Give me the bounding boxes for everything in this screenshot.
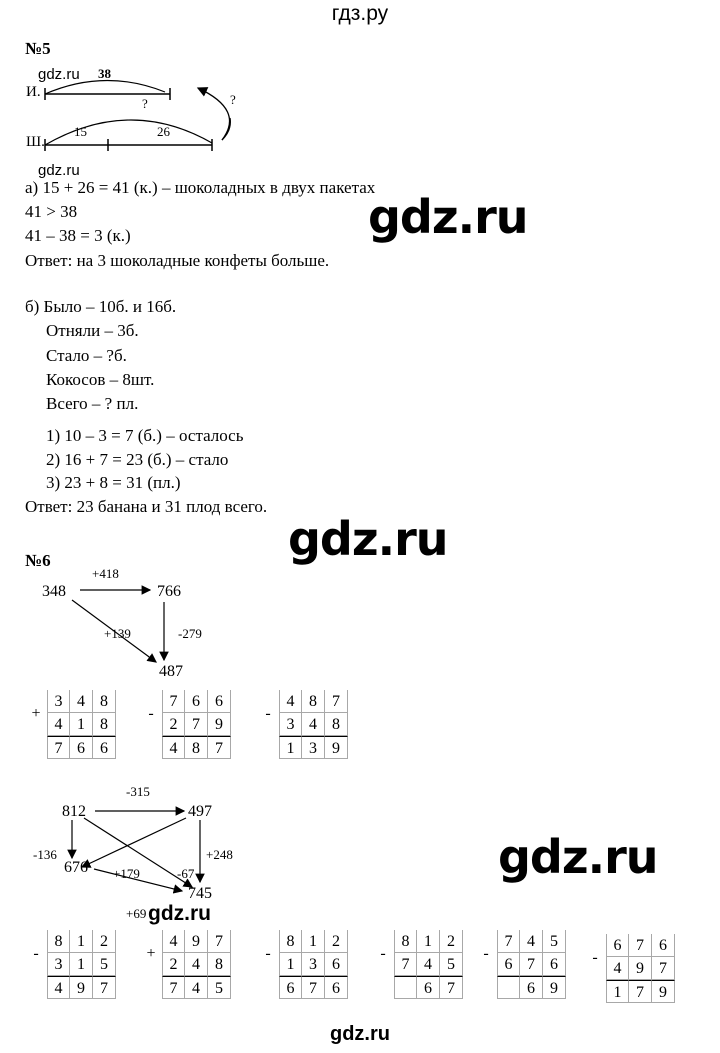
digit-cell: 5 — [543, 930, 566, 953]
digit-cell: 8 — [47, 930, 70, 953]
digit-cell: 4 — [185, 953, 208, 976]
node-number: 497 — [188, 803, 212, 820]
watermark: gdz.ru — [368, 190, 528, 244]
digit-cell: 4 — [417, 953, 440, 976]
operation-sign: - — [265, 705, 271, 722]
digit-cell: 6 — [93, 736, 116, 759]
digit-cell: 7 — [652, 957, 675, 980]
digit-cell: 9 — [543, 976, 566, 999]
digit-cell: 8 — [279, 930, 302, 953]
answer-line: Ответ: 23 банана и 31 плод всего. — [25, 497, 268, 516]
digit-cell: 7 — [162, 976, 185, 999]
column-arithmetic — [380, 930, 463, 999]
column-arithmetic — [592, 934, 675, 1003]
operation-sign: - — [33, 945, 39, 962]
digit-cell: 4 — [185, 976, 208, 999]
digit-cell: 2 — [325, 930, 348, 953]
solution-line: 2) 16 + 7 = 23 (б.) – стало — [46, 450, 229, 469]
digit-cell: 7 — [497, 930, 520, 953]
digit-cell: 2 — [162, 713, 185, 736]
digit-cell: 7 — [325, 690, 348, 713]
diagram-label: ? — [230, 92, 236, 107]
digit-cell: 9 — [652, 980, 675, 1003]
digit-cell: 1 — [70, 930, 93, 953]
digit-cell: 7 — [629, 934, 652, 957]
digit-cell: 7 — [440, 976, 463, 999]
digit-cell: 7 — [208, 736, 231, 759]
diagram-label: 26 — [157, 124, 170, 139]
digit-cell: 8 — [185, 736, 208, 759]
digit-cell: 6 — [70, 736, 93, 759]
digit-cell: 6 — [185, 690, 208, 713]
digit-cell: 7 — [629, 980, 652, 1003]
digit-cell: 7 — [394, 953, 417, 976]
edge-label: +248 — [206, 847, 233, 862]
digit-cell: 6 — [543, 953, 566, 976]
solution-line: 41 > 38 — [25, 202, 78, 221]
condition-line: Стало – ?б. — [46, 346, 127, 365]
digit-cell: 4 — [70, 690, 93, 713]
digit-cell: 8 — [93, 690, 116, 713]
digit-cell: 7 — [162, 690, 185, 713]
digit-cell: 6 — [325, 953, 348, 976]
digit-cell: 1 — [70, 713, 93, 736]
watermark: gdz.ru — [498, 830, 658, 884]
arrow-line — [82, 818, 186, 867]
digit-cell — [497, 976, 520, 999]
digit-cell: 4 — [47, 976, 70, 999]
diagram-label: 38 — [98, 66, 111, 81]
operation-sign: - — [148, 705, 154, 722]
column-arithmetic — [33, 930, 116, 999]
digit-cell: 8 — [394, 930, 417, 953]
digit-cell: 4 — [302, 713, 325, 736]
node-number: 745 — [188, 885, 212, 902]
condition-line: б) Было – 10б. и 16б. — [25, 297, 177, 316]
digit-cell: 7 — [93, 976, 116, 999]
digit-cell: 4 — [520, 930, 543, 953]
digit-cell: 8 — [302, 690, 325, 713]
digit-cell: 1 — [302, 930, 325, 953]
digit-cell: 2 — [440, 930, 463, 953]
node-number: 676 — [64, 859, 88, 876]
solution-line: 3) 23 + 8 = 31 (пл.) — [46, 473, 181, 492]
digit-cell: 4 — [279, 690, 302, 713]
solution-line: 41 – 38 = 3 (к.) — [25, 226, 131, 245]
condition-line: Всего – ? пл. — [46, 394, 139, 413]
digit-cell: 9 — [629, 957, 652, 980]
digit-cell: 7 — [520, 953, 543, 976]
digit-cell: 5 — [440, 953, 463, 976]
condition-line: Кокосов – 8шт. — [46, 370, 155, 389]
watermark-small: gdz.ru — [38, 162, 80, 179]
digit-cell: 9 — [325, 736, 348, 759]
operation-sign: - — [380, 945, 386, 962]
digit-cell: 9 — [185, 930, 208, 953]
digit-cell: 3 — [279, 713, 302, 736]
digit-cell: 6 — [325, 976, 348, 999]
digit-cell: 8 — [325, 713, 348, 736]
operation-sign: + — [146, 945, 156, 962]
condition-line: Отняли – 3б. — [46, 321, 139, 340]
node-number: 348 — [42, 583, 66, 600]
edge-label: +179 — [113, 866, 140, 881]
operation-sign: + — [31, 705, 41, 722]
column-arithmetic — [146, 930, 231, 999]
operation-sign: - — [483, 945, 489, 962]
digit-cell: 3 — [302, 736, 325, 759]
digit-cell: 7 — [47, 736, 70, 759]
digit-cell: 3 — [47, 690, 70, 713]
digit-cell: 4 — [162, 930, 185, 953]
digit-cell: 4 — [606, 957, 629, 980]
solution-line: а) 15 + 26 = 41 (к.) – шоколадных в двух пакетах — [25, 178, 376, 197]
edge-label: -315 — [126, 784, 150, 799]
node-number: 487 — [159, 663, 183, 680]
digit-cell: 6 — [208, 690, 231, 713]
column-arithmetic — [483, 930, 566, 999]
digit-cell: 8 — [208, 953, 231, 976]
watermark: gdz.ru — [288, 512, 448, 566]
answer-line: Ответ: на 3 шоколадные конфеты больше. — [25, 251, 330, 270]
digit-cell: 2 — [93, 930, 116, 953]
digit-cell: 7 — [302, 976, 325, 999]
digit-cell: 2 — [162, 953, 185, 976]
edge-label: +418 — [92, 566, 119, 581]
digit-cell: 1 — [70, 953, 93, 976]
digit-cell: 3 — [302, 953, 325, 976]
solution-line: 1) 10 – 3 = 7 (б.) – осталось — [46, 426, 244, 445]
diagram-label: И. — [26, 84, 41, 100]
digit-cell: 6 — [606, 934, 629, 957]
operation-sign: - — [265, 945, 271, 962]
digit-cell: 5 — [93, 953, 116, 976]
digit-cell: 6 — [279, 976, 302, 999]
digit-cell: 6 — [520, 976, 543, 999]
node-number: 766 — [157, 583, 181, 600]
edge-label: +139 — [104, 626, 131, 641]
watermark-small: gdz.ru — [148, 902, 211, 925]
node-number: 812 — [62, 803, 86, 820]
digit-cell: 5 — [208, 976, 231, 999]
digit-cell: 6 — [417, 976, 440, 999]
watermark-small: gdz.ru — [38, 66, 80, 83]
digit-cell: 8 — [93, 713, 116, 736]
digit-cell: 3 — [47, 953, 70, 976]
site-footer-watermark: gdz.ru — [330, 1023, 390, 1045]
diagram-label: 15 — [74, 124, 87, 139]
edge-label: -279 — [178, 626, 202, 641]
diagram-label: Ш. — [26, 134, 45, 150]
digit-cell: 6 — [652, 934, 675, 957]
digit-cell: 1 — [417, 930, 440, 953]
digit-cell: 7 — [208, 930, 231, 953]
digit-cell: 9 — [70, 976, 93, 999]
column-arithmetic — [265, 930, 348, 999]
site-header: гдз.ру — [331, 2, 389, 25]
digit-cell: 1 — [606, 980, 629, 1003]
task-number: №6 — [25, 551, 51, 570]
diagram-label: ? — [142, 96, 148, 111]
task-number: №5 — [25, 39, 51, 58]
digit-cell — [394, 976, 417, 999]
digit-cell: 4 — [162, 736, 185, 759]
digit-cell: 7 — [185, 713, 208, 736]
edge-label: -136 — [33, 847, 57, 862]
operation-sign: - — [592, 949, 598, 966]
digit-cell: 1 — [279, 736, 302, 759]
digit-cell: 1 — [279, 953, 302, 976]
digit-cell: 9 — [208, 713, 231, 736]
edge-label: -67 — [177, 866, 195, 881]
digit-cell: 6 — [497, 953, 520, 976]
digit-cell: 4 — [47, 713, 70, 736]
edge-label: +69 — [126, 906, 147, 921]
